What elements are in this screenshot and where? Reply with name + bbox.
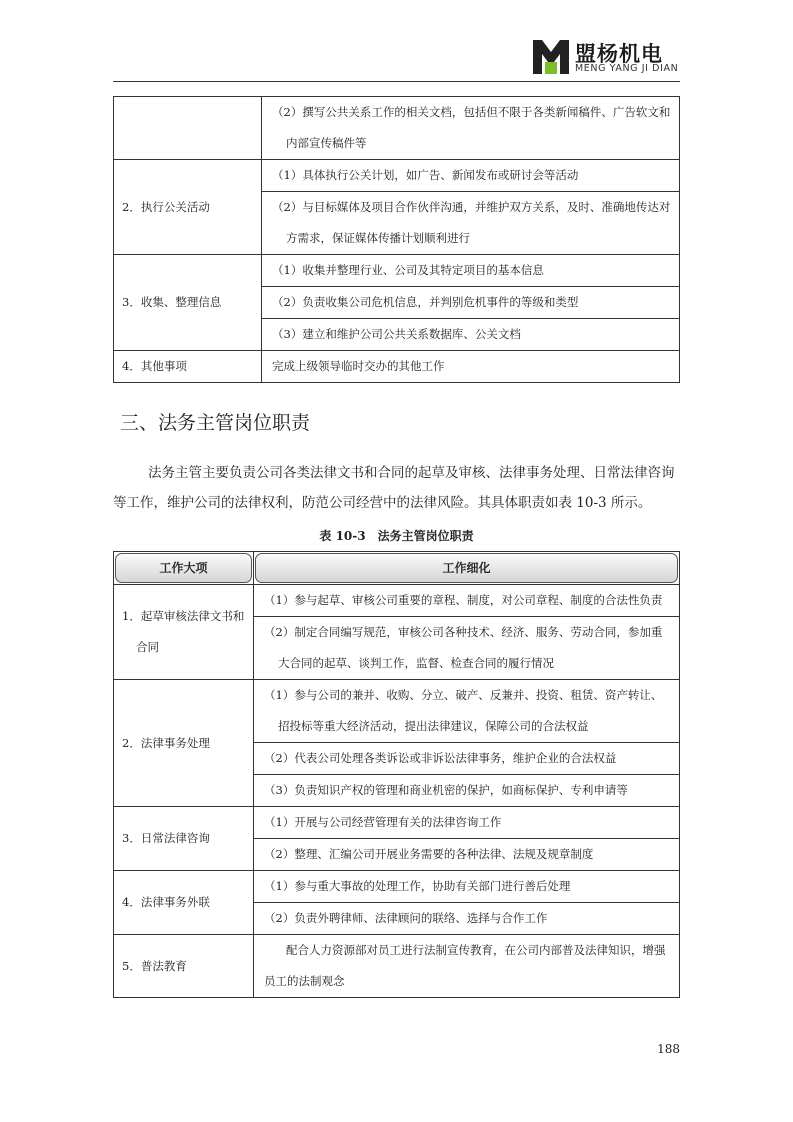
- detail-line: （2）整理、汇编公司开展业务需要的各种法律、法规及规章制度: [264, 847, 594, 861]
- detail-line: （1）具体执行公关计划，如广告、新闻发布或研讨会等活动: [272, 168, 579, 182]
- detail-line: （1）参与起草、审核公司重要的章程、制度，对公司章程、制度的合法性负责: [264, 593, 663, 607]
- detail-line: 大合同的起草、谈判工作，监督、检查合同的履行情况: [278, 656, 554, 670]
- table-detail-cell: [262, 319, 680, 351]
- detail-line: 员工的法制观念: [264, 974, 345, 988]
- table-detail-cell: [254, 807, 680, 839]
- table-row: [114, 680, 680, 743]
- page-number: 188: [657, 1042, 680, 1056]
- detail-line: 完成上级领导临时交办的其他工作: [272, 359, 445, 373]
- detail-line: 招投标等重大经济活动，提出法律建议，保障公司的合法权益: [278, 719, 589, 733]
- detail-line: 方需求，保证媒体传播计划顺利进行: [286, 231, 470, 245]
- detail-line: （3）建立和维护公司公共关系数据库、公关文档: [272, 327, 521, 341]
- detail-line: （2）与目标媒体及项目合作伙伴沟通，并维护双方关系，及时、准确地传达对: [272, 200, 671, 214]
- table-category-cell: 3．收集、整理信息: [114, 255, 262, 351]
- detail-line: （2）代表公司处理各类诉讼或非诉讼法律事务，维护企业的合法权益: [264, 751, 617, 765]
- category-line: 5．普法教育: [122, 958, 187, 973]
- detail-line: 配合人力资源部对员工进行法制宣传教育，在公司内部普及法律知识，增强: [286, 943, 666, 957]
- table-detail-cell: [262, 351, 680, 383]
- table-category-cell: [114, 871, 254, 935]
- detail-line: （2）制定合同编写规范，审核公司各种技术、经济、服务、劳动合同，参加重: [264, 625, 663, 639]
- table-row: [114, 585, 680, 617]
- brand-name-cn: 盟杨机电: [575, 42, 663, 66]
- table-detail-cell: [262, 255, 680, 287]
- detail-line: （2）负责外聘律师、法律顾问的联络、选择与合作工作: [264, 911, 548, 925]
- table-detail-cell: [254, 617, 680, 680]
- table-detail-cell: [262, 97, 680, 160]
- header-divider: [113, 81, 680, 82]
- table-row: [114, 351, 680, 383]
- detail-line: （2）负责收集公司危机信息，并判别危机事件的等级和类型: [272, 295, 579, 309]
- table-detail-cell: [254, 935, 680, 998]
- table-detail-cell: [262, 160, 680, 192]
- table-detail-cell: [254, 775, 680, 807]
- table-detail-cell: [254, 903, 680, 935]
- table-row: [114, 807, 680, 839]
- category-line: 2．法律事务处理: [122, 735, 210, 750]
- table-row: [114, 871, 680, 903]
- header-cell: [114, 552, 254, 585]
- table-category-cell: [114, 97, 262, 160]
- detail-line: （3）负责知识产权的管理和商业机密的保护，如商标保护、专利申请等: [264, 783, 628, 797]
- table-category-cell: 4．其他事项: [114, 351, 262, 383]
- table-caption: 表 10-3 法务主管岗位职责: [319, 529, 474, 543]
- table-detail-cell: [254, 743, 680, 775]
- table-category-cell: [114, 807, 254, 871]
- table-row: [114, 255, 680, 287]
- detail-line: （1）收集并整理行业、公司及其特定项目的基本信息: [272, 263, 544, 277]
- column-header-details: 工作细化: [255, 553, 678, 583]
- table-detail-cell: [254, 871, 680, 903]
- brand-name-en: MENG YANG JI DIAN: [575, 63, 679, 74]
- legal-duties-table: [113, 551, 680, 998]
- table-category-cell: [114, 935, 254, 998]
- pr-duties-table: [113, 96, 680, 383]
- category-line: 4．法律事务外联: [122, 895, 210, 909]
- detail-line: （2）撰写公共关系工作的相关文档，包括但不限于各类新闻稿件、广告软文和: [272, 105, 671, 119]
- section-paragraph: 法务主管主要负责公司各类法律文书和合同的起草及审核、法律事务处理、日常法律咨询等工作，维护公司的法律权利，防范公司经营中的法律风险。其具体职责如表 10-3 所示。: [113, 465, 675, 511]
- company-logo: [533, 40, 683, 76]
- mengyang-logo-icon: [533, 40, 569, 74]
- detail-line: （1）参与公司的兼并、收购、分立、破产、反兼并、投资、租赁、资产转让、: [264, 688, 663, 702]
- table-detail-cell: [254, 680, 680, 743]
- header-cell: [254, 552, 680, 585]
- table-detail-cell: [262, 192, 680, 255]
- table-row: [114, 935, 680, 998]
- category-line: 3．日常法律咨询: [122, 831, 210, 845]
- category-line: 合同: [136, 640, 159, 654]
- section-heading: 三、法务主管岗位职责: [120, 412, 311, 434]
- table-row: [114, 160, 680, 192]
- detail-line: 内部宣传稿件等: [286, 136, 367, 150]
- category-line: 1．起草审核法律文书和: [122, 609, 245, 623]
- table-header-row: [114, 552, 680, 585]
- table-category-cell: 2．执行公关活动: [114, 160, 262, 255]
- detail-line: （1）参与重大事故的处理工作，协助有关部门进行善后处理: [264, 879, 571, 893]
- table-category-cell: [114, 680, 254, 807]
- table-detail-cell: [262, 287, 680, 319]
- table-row: [114, 97, 680, 160]
- detail-line: （1）开展与公司经营管理有关的法律咨询工作: [264, 815, 502, 829]
- table-detail-cell: [254, 585, 680, 617]
- column-header-category: 工作大项: [115, 553, 252, 583]
- table-category-cell: [114, 585, 254, 680]
- table-detail-cell: [254, 839, 680, 871]
